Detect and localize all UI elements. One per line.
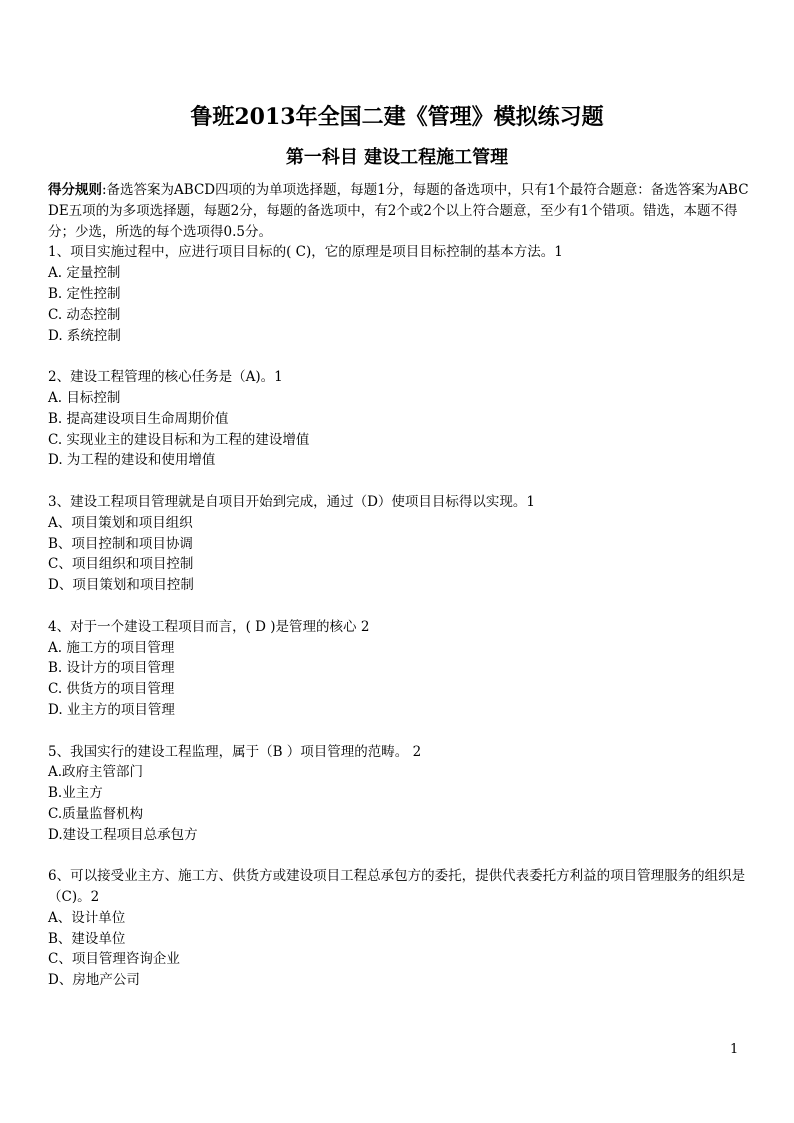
question-stem: 2、建设工程管理的核心任务是（A)。1 xyxy=(48,369,283,386)
option-a: A. 定量控制 xyxy=(48,265,121,282)
document-title: 鲁班2013年全国二建《管理》模拟练习题 xyxy=(190,104,604,130)
document-subtitle: 第一科目 建设工程施工管理 xyxy=(285,147,509,168)
option-c: C、项目组织和项目控制 xyxy=(48,556,194,573)
question-3 xyxy=(48,492,752,596)
option-c: C. 供货方的项目管理 xyxy=(48,681,175,698)
option-a: A.政府主管部门 xyxy=(48,764,144,781)
page-number: 1 xyxy=(730,1042,739,1057)
option-b: B、项目控制和项目协调 xyxy=(48,535,193,552)
scoring-rules-label: 得分规则 xyxy=(48,182,102,198)
option-c: C. 实现业主的建设目标和为工程的建设增值 xyxy=(48,431,310,448)
option-d: D、房地产公司 xyxy=(48,972,140,989)
question-stem: 5、我国实行的建设工程监理，属于（B ）项目管理的范畴。 2 xyxy=(48,743,422,760)
option-a: A. 目标控制 xyxy=(48,389,121,406)
option-b: B. 设计方的项目管理 xyxy=(48,660,175,677)
option-b: B、建设单位 xyxy=(48,930,126,947)
scoring-rules-text: :备选答案为ABCD四项的为单项选择题，每题1分，每题的备选项中，只有1个最符合题意：备选答案为ABCDE五项的为多项选择题，每题2分，每题的备选项中，有2个或2个以上符合题意，至少有1个错项。错选，本题不得分；少选，所选的每个选项得0.5分。 xyxy=(48,182,749,240)
option-b: B. 提高建设项目生命周期价值 xyxy=(48,410,229,427)
question-4 xyxy=(48,617,752,721)
option-c: C、项目管理咨询企业 xyxy=(48,951,180,968)
option-c: C. 动态控制 xyxy=(48,306,121,323)
question-1 xyxy=(48,242,752,346)
document-body xyxy=(48,180,752,991)
option-b: B.业主方 xyxy=(48,785,103,802)
question-2 xyxy=(48,367,752,471)
question-stem: 4、对于一个建设工程项目而言，( D )是管理的核心 2 xyxy=(48,618,370,635)
option-d: D. 业主方的项目管理 xyxy=(48,701,175,718)
option-d: D. 为工程的建设和使用增值 xyxy=(48,452,216,469)
option-a: A. 施工方的项目管理 xyxy=(48,639,175,656)
question-6 xyxy=(48,866,752,991)
option-a: A、设计单位 xyxy=(48,909,126,926)
option-d: D.建设工程项目总承包方 xyxy=(48,826,198,843)
option-d: D、项目策划和项目控制 xyxy=(48,577,194,594)
question-5 xyxy=(48,742,752,846)
question-stem: 6、可以接受业主方、施工方、供货方或建设项目工程总承包方的委托，提供代表委托方利益的项目管理服务的组织是（C)。2 xyxy=(48,868,746,906)
question-stem: 1、项目实施过程中，应进行项目目标的( C)，它的原理是项目目标控制的基本方法。1 xyxy=(48,244,563,261)
option-b: B. 定性控制 xyxy=(48,285,121,302)
option-d: D. 系统控制 xyxy=(48,327,121,344)
scoring-rules xyxy=(48,180,752,242)
option-a: A、项目策划和项目组织 xyxy=(48,514,193,531)
question-stem: 3、建设工程项目管理就是自项目开始到完成，通过（D）使项目目标得以实现。1 xyxy=(48,493,536,510)
option-c: C.质量监督机构 xyxy=(48,805,144,822)
